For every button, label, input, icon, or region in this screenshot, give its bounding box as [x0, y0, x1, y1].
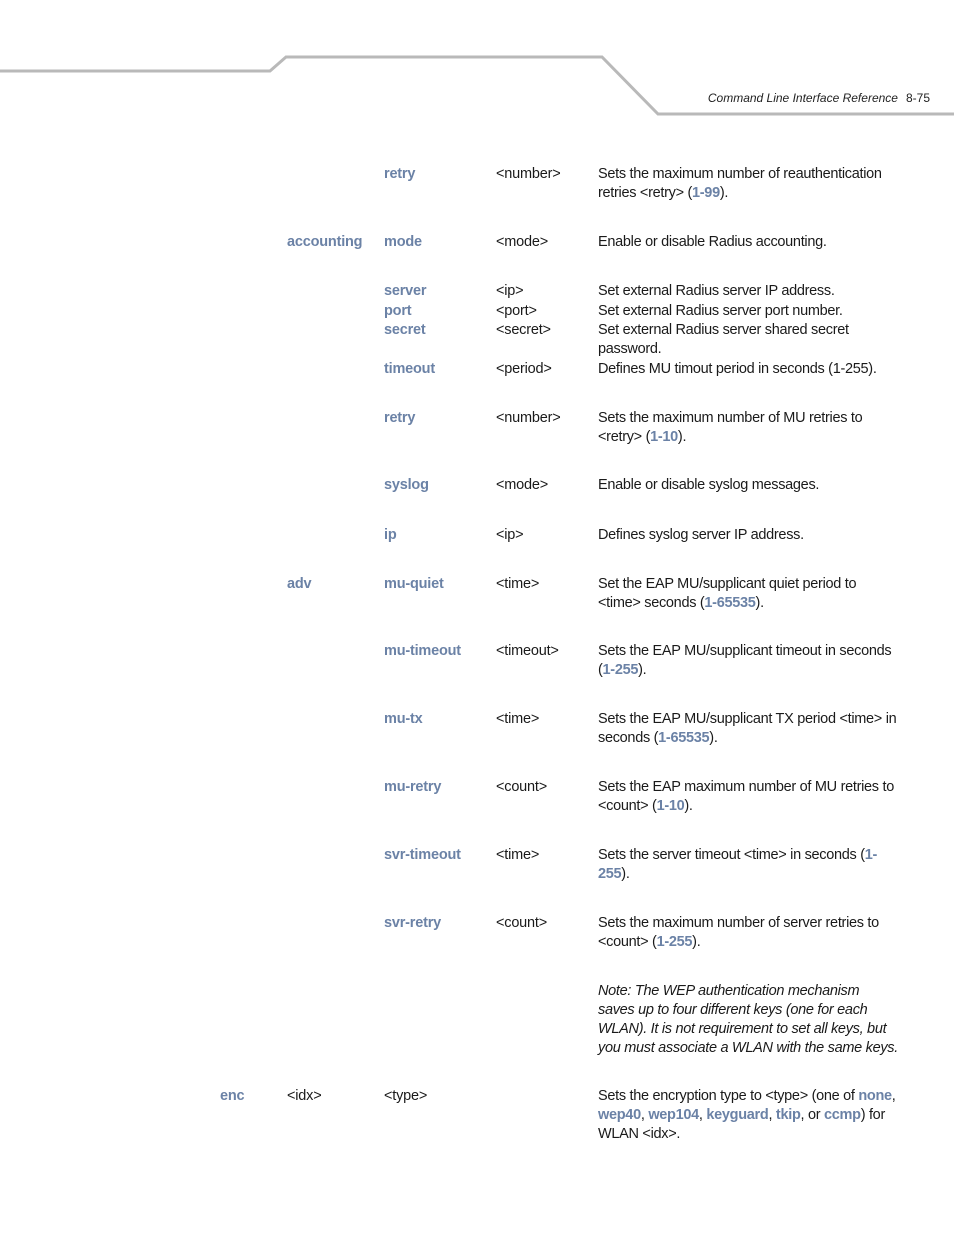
command-description: Defines MU timout period in seconds (1-255).: [598, 361, 877, 377]
command-description: Sets the EAP MU/supplicant TX period <time> in seconds (1-65535).: [598, 711, 897, 746]
command-description: Set external Radius server port number.: [598, 303, 843, 319]
command-description: Sets the EAP maximum number of MU retries to <count> (1-10).: [598, 779, 894, 814]
command-description: Enable or disable Radius accounting.: [598, 234, 827, 250]
command-param: <ip>: [496, 527, 524, 543]
command-keyword: server: [384, 283, 427, 299]
command-param: <type>: [384, 1088, 428, 1104]
command-param: <mode>: [496, 234, 549, 250]
command-param: <mode>: [496, 477, 549, 493]
command-keyword: mu-timeout: [384, 643, 461, 659]
command-keyword: enc: [220, 1088, 245, 1104]
command-keyword: mu-tx: [384, 711, 423, 727]
command-description: Set external Radius server IP address.: [598, 283, 835, 299]
command-description: Sets the encryption type to <type> (one of none, wep40, wep104, keyguard, tkip, or ccmp) for WLAN <idx>.: [598, 1088, 896, 1142]
command-param: <count>: [496, 779, 548, 795]
wep-note: Note: The WEP authentication mechanism saves up to four different keys (one for each WLAN). It is not requirement to set all keys, but you must associate a WLAN with the same keys.: [598, 983, 898, 1056]
command-param: <timeout>: [496, 643, 559, 659]
command-keyword: syslog: [384, 477, 429, 493]
command-description: Sets the server timeout <time> in seconds (1-255).: [598, 847, 878, 882]
command-keyword: svr-timeout: [384, 847, 461, 863]
command-description: Sets the EAP MU/supplicant timeout in seconds (1-255).: [598, 643, 892, 678]
command-keyword: retry: [384, 410, 416, 426]
command-description: Defines syslog server IP address.: [598, 527, 804, 543]
group-keyword: adv: [287, 576, 312, 592]
command-param: <idx>: [287, 1088, 322, 1104]
command-param: <time>: [496, 711, 540, 727]
command-keyword: timeout: [384, 361, 435, 377]
command-description: Sets the maximum number of reauthentication retries <retry> (1-99).: [598, 166, 882, 201]
command-param: <ip>: [496, 283, 524, 299]
command-keyword: svr-retry: [384, 915, 442, 931]
running-header-title: Command Line Interface Reference: [707, 91, 898, 105]
command-param: <period>: [496, 361, 552, 377]
command-param: <secret>: [496, 322, 551, 338]
running-header: [708, 91, 930, 105]
page-number: 8-75: [905, 91, 930, 105]
command-keyword: secret: [384, 322, 426, 338]
command-param: <number>: [496, 410, 561, 426]
command-keyword: mu-retry: [384, 779, 442, 795]
command-param: <time>: [496, 847, 540, 863]
command-description: Enable or disable syslog messages.: [598, 477, 820, 493]
command-keyword: ip: [384, 527, 397, 543]
command-keyword: port: [384, 303, 412, 319]
command-description: Sets the maximum number of MU retries to <retry> (1-10).: [598, 410, 863, 445]
command-param: <count>: [496, 915, 548, 931]
command-description: Set the EAP MU/supplicant quiet period to <time> seconds (1-65535).: [598, 576, 857, 611]
command-param: <time>: [496, 576, 540, 592]
command-param: <port>: [496, 303, 537, 319]
command-keyword: mode: [384, 234, 422, 250]
group-keyword: accounting: [287, 234, 363, 250]
command-keyword: mu-quiet: [384, 576, 444, 592]
command-keyword: retry: [384, 166, 416, 182]
command-description: Sets the maximum number of server retries to <count> (1-255).: [598, 915, 879, 950]
command-description: Set external Radius server shared secret password.: [598, 322, 849, 357]
command-param: <number>: [496, 166, 561, 182]
